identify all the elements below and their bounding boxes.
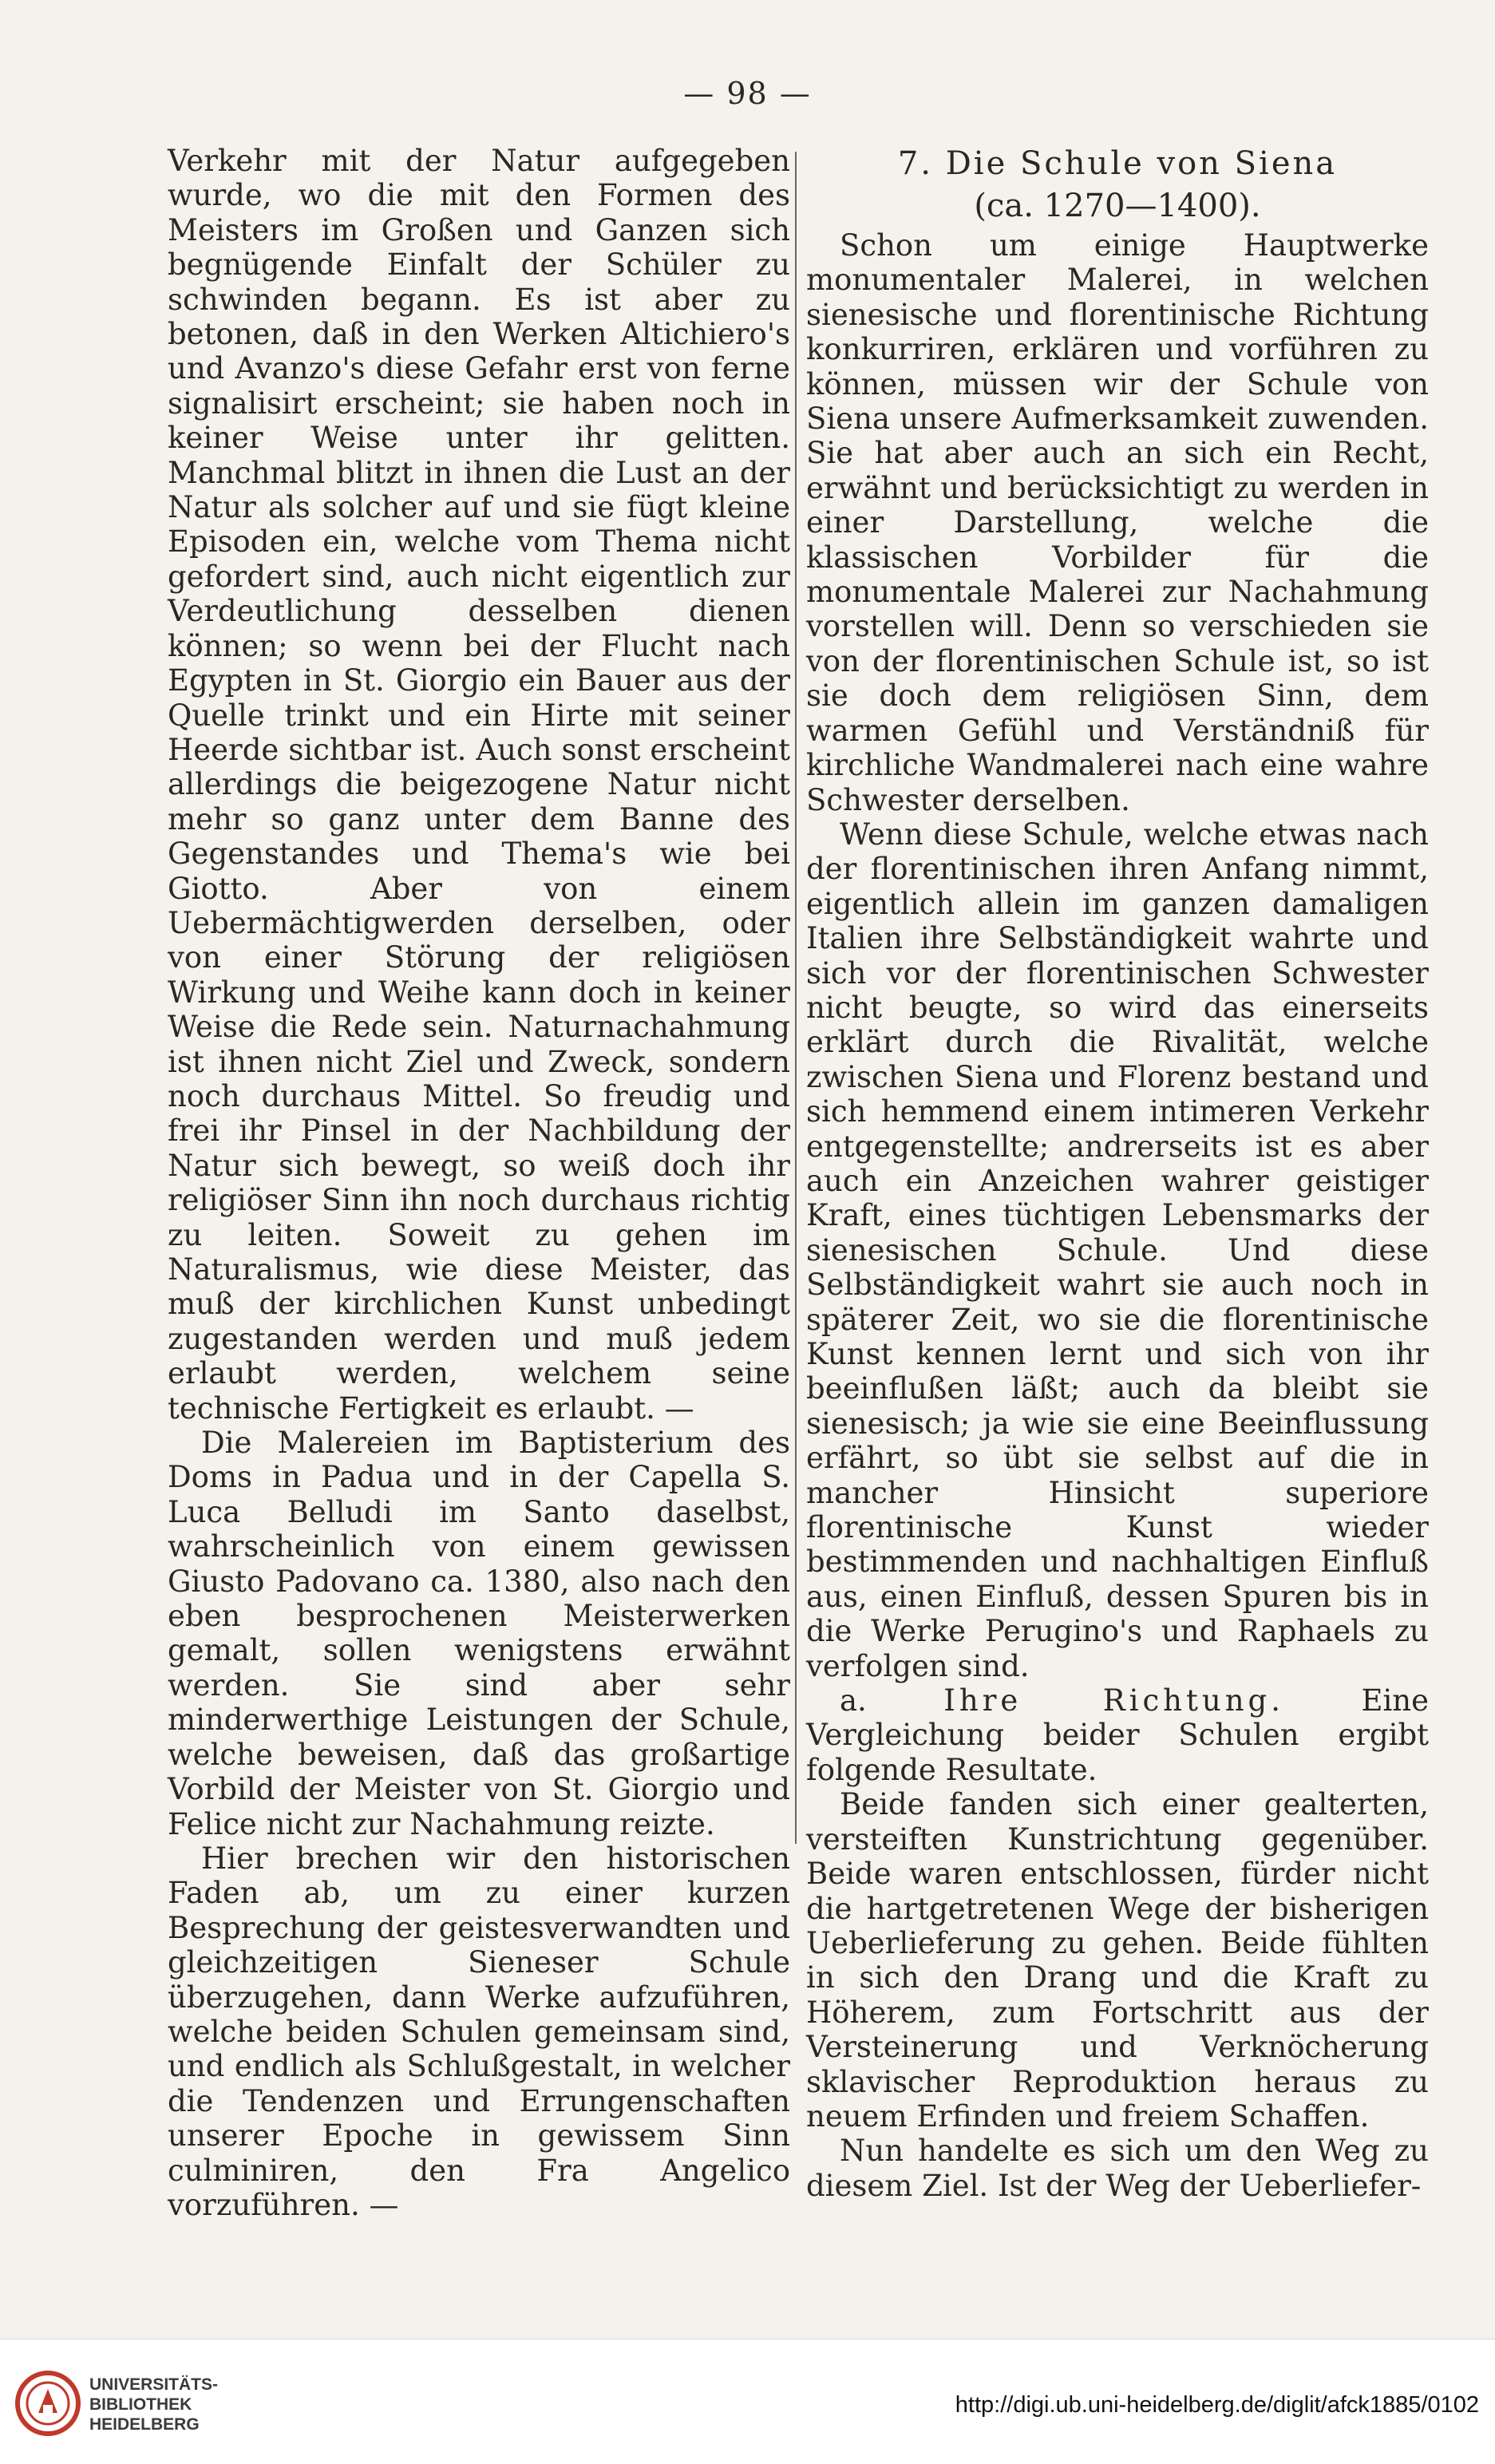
library-name-line-2: BIBLIOTHEK <box>89 2395 192 2414</box>
page-number: — 98 — <box>683 76 812 111</box>
right-paragraph-3: Beide fanden sich einer gealterten, versteiften Kunstrichtung gegenüber. Beide waren entschlossen, fürder nicht die hartgetretenen Wege der bisherigen Ueberlieferung zu gehen. Beide fühlten in sich den Drang und die Kraft zu Höherem, zum Fortschritt aus der Versteinerung und Verknöcherung sklavischer Reproduktion heraus zu neuem Erfinden und freiem Schaffen. <box>806 1787 1429 2134</box>
library-name-line-1: UNIVERSITÄTS- <box>89 2375 219 2394</box>
source-url-link[interactable]: http://digi.ub.uni-heidelberg.de/diglit/afck1885/0102 <box>955 2392 1479 2418</box>
section-title: 7. Die Schule von Siena <box>897 145 1338 182</box>
left-paragraph-1: Verkehr mit der Natur aufgegeben wurde, wo die mit den Formen des Meisters im Großen und Ganzen sich begnügende Einfalt der Schüler zu schwinden begann. Es ist aber zu betonen, daß in den Werken Altichiero's und Avanzo's diese Gefahr erst von ferne signalisirt erscheint; sie haben noch in keiner Weise unter ihr gelitten. Manchmal blitzt in ihnen die Lust an der Natur als solcher auf und sie fügt kleine Episoden ein, welche vom Thema nicht gefordert sind, auch nicht eigentlich zur Verdeutlichung desselben dienen können; so wenn bei der Flucht nach Egypten in St. Giorgio ein Bauer aus der Quelle trinkt und ein Hirte mit seiner Heerde sichtbar ist. Auch sonst erscheint allerdings die beigezogene Natur nicht mehr so ganz unter dem Banne des Gegenstandes und Thema's wie bei Giotto. Aber von einem Uebermächtigwerden derselben, oder von einer Störung der religiösen Wirkung und Weihe kann doch in keiner Weise die Rede sein. Naturnachahmung ist ihnen nicht Ziel und Zweck, sondern noch durchaus Mittel. So freudig und frei ihr Pinsel in der Nachbildung der Natur sich bewegt, so weiß doch ihr religiöser Sinn ihn noch durchaus richtig zu leiten. Soweit zu gehen im Naturalismus, wie diese Meister, das muß der kirchlichen Kunst unbedingt zugestanden werden und muß jedem erlaubt werden, welchem seine technische Fertigkeit es erlaubt. — <box>168 144 790 1426</box>
subsection-heading: Ihre Richtung. <box>943 1683 1284 1718</box>
university-seal-icon <box>14 2370 81 2437</box>
left-paragraph-3: Hier brechen wir den historischen Faden ab, um zu einer kurzen Besprechung der geistesverwandten und gleichzeitigen Sieneser Schule überzugehen, dann Werke aufzuführen, welche beiden Schulen gemeinsam sind, und endlich als Schlußgestalt, in welcher die Tendenzen und Errungenschaften unserer Epoche in gewissem Sinn culminiren, den Fra Angelico vorzuführen. — <box>168 1841 790 2222</box>
left-paragraph-2: Die Malereien im Baptisterium des Doms in Padua und in der Capella S. Luca Belludi im Santo daselbst, wahrscheinlich von einem gewissen Giusto Padovano ca. 1380, also nach den eben besprochenen Meisterwerken gemalt, sollen wenigstens erwähnt werden. Sie sind aber sehr minderwerthige Leistungen der Schule, welche beweisen, daß das großartige Vorbild der Meister von St. Giorgio und Felice nicht zur Nachahmung reizte. <box>168 1426 790 1841</box>
right-paragraph-1: Schon um einige Hauptwerke monumentaler Malerei, in welchen sienesische und florentinische Richtung konkurriren, erklären und vorführen zu können, müssen wir der Schule von Siena unsere Aufmerksamkeit zuwenden. Sie hat aber auch an sich ein Recht, erwähnt und berücksichtigt zu werden in einer Darstellung, welche die klassischen Vorbilder für die monumentale Malerei zur Nachahmung vorstellen will. Denn so verschieden sie von der florentinischen Schule ist, so ist sie doch dem religiösen Sinn, dem warmen Gefühl und Verständniß für kirchliche Wandmalerei nach eine wahre Schwester derselben. <box>806 228 1429 817</box>
left-column <box>168 144 790 2222</box>
subsection-paragraph <box>806 1683 1429 1787</box>
right-paragraph-4: Nun handelte es sich um den Weg zu diesem Ziel. Ist der Weg der Ueberliefer- <box>806 2134 1429 2203</box>
subsection-lead: Eine Vergleichung beider Schulen ergibt folgende Resultate. <box>806 1683 1430 1787</box>
right-column <box>806 144 1429 2203</box>
library-footer <box>0 2339 1495 2464</box>
subsection-label: a. <box>840 1683 867 1718</box>
right-paragraph-2: Wenn diese Schule, welche etwas nach der florentinischen ihren Anfang nimmt, eigentlich allein im ganzen damaligen Italien ihre Selbständigkeit wahrte und sich vor der florentinischen Schwester nicht beugte, so wird das einerseits erklärt durch die Rivalität, welche zwischen Siena und Florenz bestand und sich hemmend einem intimeren Verkehr entgegenstellte; andrerseits ist es aber auch ein Anzeichen wahrer geistiger Kraft, eines tüchtigen Lebensmarks der sienesischen Schule. Und diese Selbständigkeit wahrt sie auch noch in späterer Zeit, wo sie die florentinische Kunst kennen lernt und sich von ihr beeinflußen läßt; auch da bleibt sie sienesisch; ja wie sie eine Beeinflussung erfährt, so übt sie selbst auf die in mancher Hinsicht superiore florentinische Kunst wieder bestimmenden und nachhaltigen Einfluß aus, einen Einfluß, dessen Spuren bis in die Werke Perugino's und Raphaels zu verfolgen sind. <box>806 817 1429 1683</box>
library-name-line-3: HEIDELBERG <box>89 2415 200 2434</box>
column-divider <box>795 152 797 1844</box>
section-dates: (ca. 1270—1400). <box>974 188 1261 224</box>
library-name <box>89 2375 218 2434</box>
